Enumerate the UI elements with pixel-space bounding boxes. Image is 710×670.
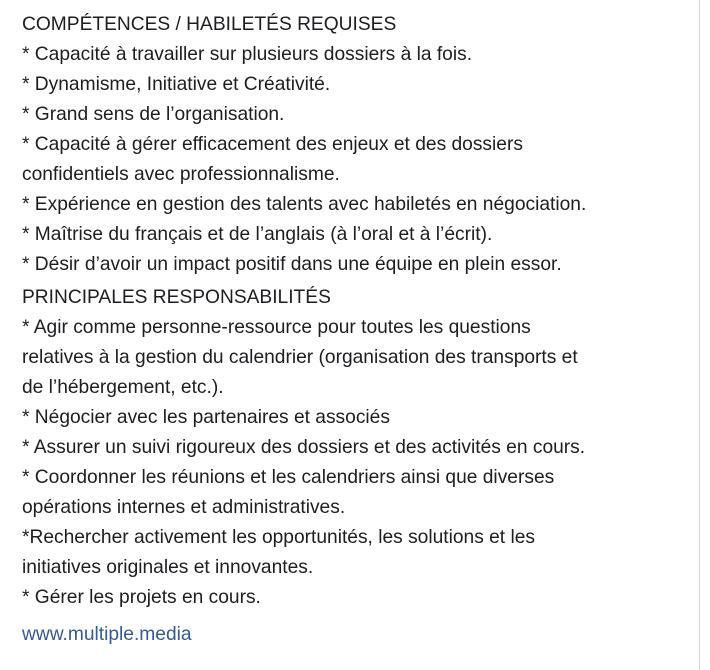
website-link[interactable]: www.multiple.media: [22, 624, 192, 645]
list-item: * Désir d’avoir un impact positif dans une équipe en plein essor.: [22, 254, 562, 275]
list-item: * Expérience en gestion des talents avec habiletés en négociation.: [22, 194, 587, 215]
list-item: * Dynamisme, Initiative et Créativité.: [22, 74, 331, 95]
list-item: *Rechercher activement les opportunités, les solutions et les: [22, 527, 535, 548]
list-item-continuation: de l’hébergement, etc.).: [22, 377, 224, 398]
list-item: * Assurer un suivi rigoureux des dossiers et des activités en cours.: [22, 437, 586, 458]
list-item-continuation: opérations internes et administratives.: [22, 497, 346, 518]
list-item: * Capacité à travailler sur plusieurs dossiers à la fois.: [22, 44, 473, 65]
section-competences: [22, 10, 700, 280]
list-item: * Agir comme personne-ressource pour toutes les questions: [22, 317, 531, 338]
list-item: * Maîtrise du français et de l’anglais (à l’oral et à l’écrit).: [22, 224, 493, 245]
list-item-continuation: confidentiels avec professionnalisme.: [22, 164, 340, 185]
list-item: * Grand sens de l’organisation.: [22, 104, 285, 125]
list-item: * Gérer les projets en cours.: [22, 587, 261, 608]
section-heading: COMPÉTENCES / HABILETÉS REQUISES: [22, 14, 397, 35]
list-item: * Négocier avec les partenaires et associés: [22, 407, 390, 428]
list-item-continuation: initiatives originales et innovantes.: [22, 557, 314, 578]
list-item: * Coordonner les réunions et les calendriers ainsi que diverses: [22, 467, 555, 488]
section-heading: PRINCIPALES RESPONSABILITÉS: [22, 287, 331, 308]
list-item: * Capacité à gérer efficacement des enjeux et des dossiers: [22, 134, 523, 155]
list-item-continuation: relatives à la gestion du calendrier (organisation des transports et: [22, 347, 578, 368]
section-responsabilites: [22, 283, 700, 613]
